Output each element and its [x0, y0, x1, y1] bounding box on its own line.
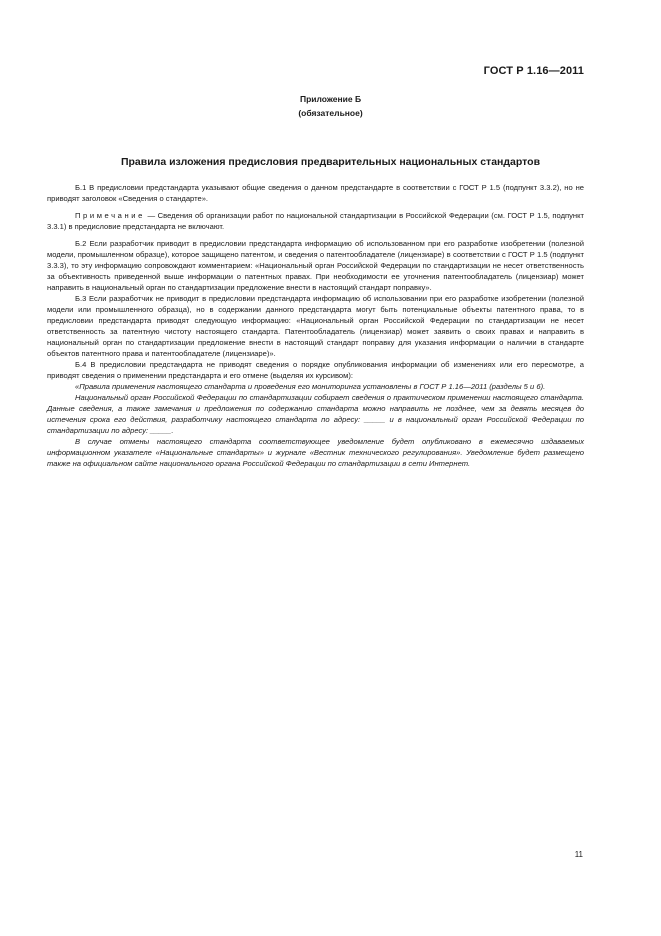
- appendix-subtitle: (обязательное): [298, 108, 363, 118]
- note-text: — Сведения об организации работ по национальной стандартизации в Российской Федерации (см. ГОСТ Р 1.5, подпункт 3.3.1) в предисловие предстандарта не включают.: [47, 211, 584, 231]
- paragraph-b4-rules: «Правила применения настоящего стандарта и проведения его мониторинга установлены в ГОСТ Р 1.16—2011 (разделы 5 и 6).: [75, 382, 546, 391]
- document-code: ГОСТ Р 1.16—2011: [483, 65, 584, 77]
- paragraph-b4-cancellation: В случае отмены настоящего стандарта соответствующее уведомление будет опубликовано в ежемесячно издаваемых информационном указателе «Национальные стандарты» и журнале «Вестник технического регулирования». Уведомление будет размещено также на официальном сайте национального органа Российской Федерации по стандартизации в сети Интернет.: [47, 437, 584, 468]
- note-label: Примечание: [75, 211, 145, 220]
- paragraph-b2: Б.2 Если разработчик приводит в предисловии предстандарта информацию об использованном при его разработке изобретении (полезной модели, промышленном образце), которое защищено патентом, и сведения о патентообладателе (лицензиаре) в соответствии с ГОСТ Р 1.5 (подпункт 3.3.3), то эту информацию сопровождают комментарием: «Национальный орган Российской Федерации по стандартизации не несет ответственность за объективность приведенной выше информации о патентных правах. При необходимости ее уточнения патентообладатель (лицензиар) может направить в национальный орган по стандартизации предложение внести в настоящий стандарт поправку».: [47, 239, 584, 292]
- note-paragraph: [47, 210, 584, 232]
- body-text: [47, 182, 584, 469]
- paragraph-b1: Б.1 В предисловии предстандарта указывают общие сведения о данном предстандарте в соответствии с ГОСТ Р 1.5 (подпункт 3.3.2), но не приводят заголовок «Сведения о стандарте».: [47, 183, 584, 203]
- appendix-title: Приложение Б: [299, 94, 362, 104]
- paragraph-b3: Б.3 Если разработчик не приводит в предисловии предстандарта информацию об использовании при его разработке изобретении (полезной модели или промышленного образца), но в содержании данного предстандарта могут быть потенциальные объекты патентного права, то в предисловии предстандарта приводят следующую информацию: «Национальный орган Российской Федерации по стандартизации не несет ответственность за патентную чистоту настоящего стандарта. Патентообладатель (лицензиар) может заявить о своих правах и направить в национальный орган по стандартизации предложение внести в настоящий стандарт поправку для указания информации о наличии в стандарте объектов патентного права и патентообладателе (лицензиаре)».: [47, 294, 584, 358]
- page-number: 11: [574, 850, 583, 859]
- appendix-heading: [0, 92, 661, 120]
- paragraph-b4-feedback: Национальный орган Российской Федерации по стандартизации собирает сведения о практическом применении настоящего стандарта. Данные сведения, а также замечания и предложения по содержанию стандарта можно направить не позднее, чем за девять месяцев до истечения срока его действия, разработчику настоящего стандарта по адресу: _____ и в национальный орган Российской Федерации по стандартизации по адресу: _____.: [47, 393, 584, 435]
- paragraph-b4: Б.4 В предисловии предстандарта не приводят сведения о порядке опубликования информации об изменениях или его пересмотре, а приводят сведения о применении предстандарта и его отмене (выделяя их курсивом):: [47, 360, 584, 380]
- section-title: Правила изложения предисловия предварительных национальных стандартов: [120, 156, 541, 168]
